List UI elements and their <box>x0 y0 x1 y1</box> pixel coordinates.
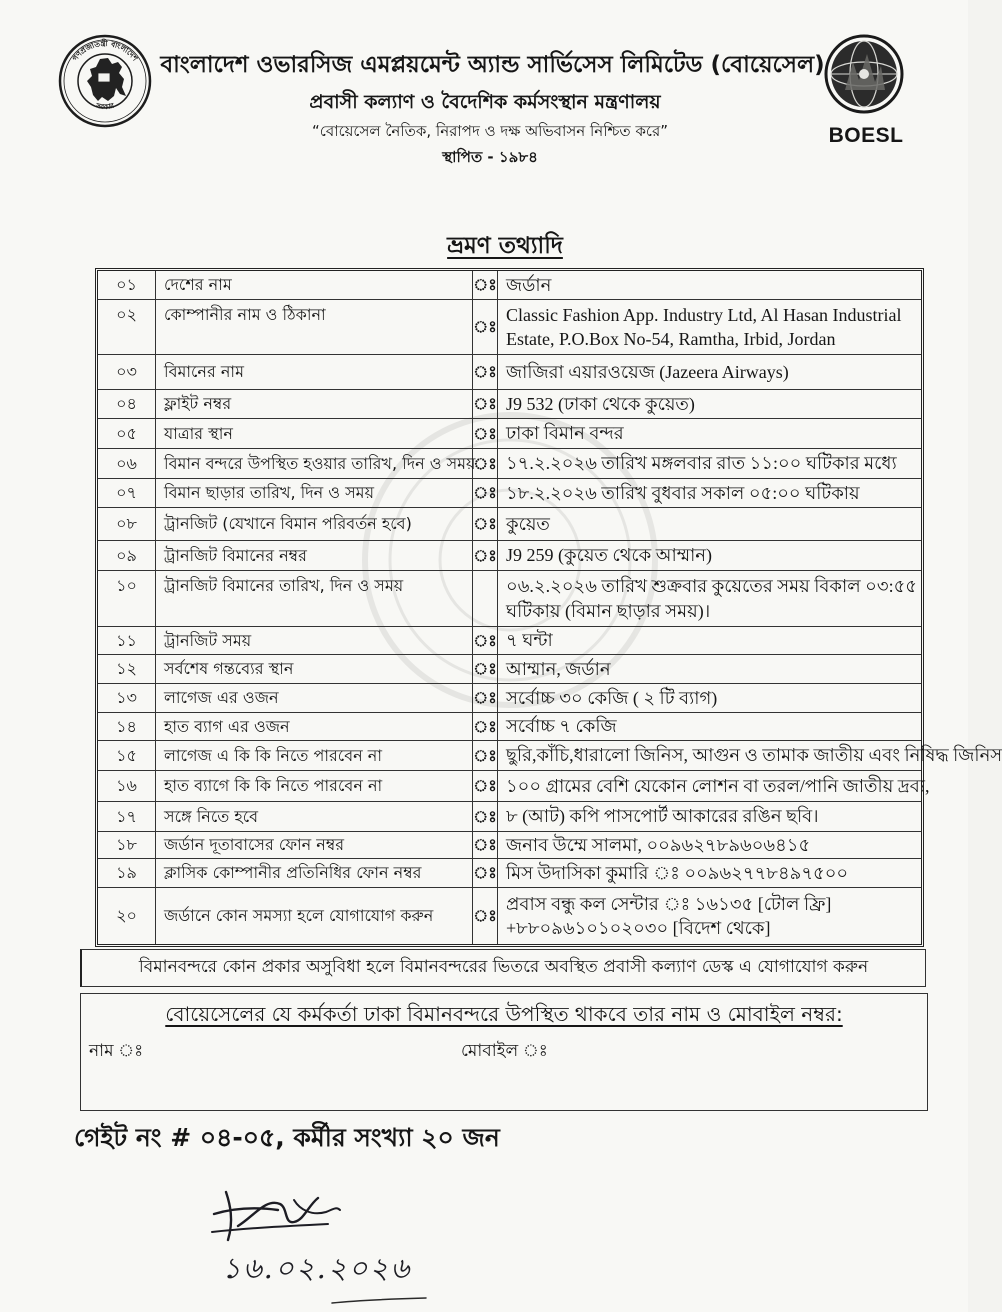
table-row <box>98 271 921 300</box>
table-row <box>98 508 921 541</box>
row-value-line: প্রবাস বন্ধু কল সেন্টার ঃ ১৬১৩৫ [টোল ফ্রি] <box>506 893 832 914</box>
row-label: বিমানের নাম <box>156 355 473 389</box>
table-row <box>98 859 921 888</box>
row-value-line: মিস উদাসিকা কুমারি ঃ ০০৯৬২৭৭৮৪৯৭৫০০ <box>506 862 849 883</box>
colon-separator: ঃ <box>473 449 498 478</box>
table-row <box>98 684 921 713</box>
row-label: হাত ব্যাগে কি কি নিতে পারবেন না <box>156 771 473 801</box>
row-label: সঙ্গে নিতে হবে <box>156 802 473 831</box>
row-value-line: ঢাকা বিমান বন্দর <box>506 423 624 444</box>
row-value-line: Classic Fashion App. Industry Ltd, Al Hasan Industrial <box>506 304 902 325</box>
colon-separator: ঃ <box>473 627 498 654</box>
row-value-line: +৮৮০৯৬১০১০২০৩০ [বিদেশ থেকে] <box>506 918 771 938</box>
table-row <box>98 390 921 419</box>
colon-separator: ঃ <box>473 771 498 801</box>
row-value-line: ১০০ গ্রামের বেশি যেকোন লোশন বা তরল/পানি জাতীয় দ্রব্য, <box>506 775 930 796</box>
row-number: ০৯ <box>98 541 156 570</box>
row-value <box>498 390 921 418</box>
table-row <box>98 479 921 508</box>
row-value <box>498 859 921 887</box>
boesl-logo-text: BOESL <box>828 124 904 147</box>
row-value <box>498 571 921 626</box>
row-number: ০৭ <box>98 479 156 507</box>
row-number: ০৩ <box>98 355 156 389</box>
row-number: ১৬ <box>98 771 156 801</box>
travel-info-table <box>95 268 1002 947</box>
colon-separator <box>473 571 498 626</box>
colon-separator: ঃ <box>473 508 498 540</box>
row-label: দেশের নাম <box>156 271 473 299</box>
airport-help-notice: বিমানবন্দরে কোন প্রকার অসুবিধা হলে বিমানবন্দরের ভিতরে অবস্থিত প্রবাসী কল্যাণ ডেস্ক এ যোগাযোগ করুন <box>80 949 926 987</box>
row-label: কোম্পানীর নাম ও ঠিকানা <box>156 300 473 354</box>
table-row <box>98 355 921 390</box>
row-label: লাগেজ এ কি কি নিতে পারবেন না <box>156 741 473 770</box>
row-number: ১৪ <box>98 713 156 740</box>
ministry-name: প্রবাসী কল্যাণ ও বৈদেশিক কর্মসংস্থান মন্ত্রণালয় <box>309 91 661 113</box>
row-label: ট্রানজিট বিমানের নম্বর <box>156 541 473 570</box>
row-number: ০৪ <box>98 390 156 418</box>
page-title: ভ্রমণ তথ্যাদি <box>447 233 563 259</box>
row-number: ১৮ <box>98 832 156 858</box>
row-number: ২০ <box>98 888 156 944</box>
table-row <box>98 888 921 944</box>
row-label: জর্ডানে কোন সমস্যা হলে যোগাযোগ করুন <box>156 888 473 944</box>
row-value-line: সর্বোচ্চ ৭ কেজি <box>506 716 617 737</box>
table-row <box>98 449 921 479</box>
row-value <box>498 300 921 354</box>
row-value-line: ১৮.২.২০২৬ তারিখ বুধবার সকাল ০৫:০০ ঘটিকায় <box>506 482 860 503</box>
row-value-line: ঘটিকায় (বিমান ছাড়ার সময়)। <box>506 600 711 621</box>
motto: “বোয়েসেল নৈতিক, নিরাপদ ও দক্ষ অভিবাসন নিশ্চিত করে” <box>312 122 668 140</box>
row-value-line: J9 259 (কুয়েত থেকে আম্মান) <box>506 545 713 566</box>
row-number: ১৭ <box>98 802 156 831</box>
row-number: ১৯ <box>98 859 156 887</box>
row-label: সর্বশেষ গন্তব্যের স্থান <box>156 655 473 683</box>
row-value <box>498 449 921 478</box>
colon-separator: ঃ <box>473 479 498 507</box>
row-value <box>498 627 921 654</box>
officer-box-heading-text: বোয়েসেলের যে কর্মকর্তা ঢাকা বিমানবন্দরে উপস্থিত থাকবে তার নাম ও মোবাইল নম্বর: <box>165 1002 843 1026</box>
row-value-line: কুয়েত <box>506 513 550 534</box>
colon-separator: ঃ <box>473 419 498 448</box>
colon-separator: ঃ <box>473 655 498 683</box>
row-label: ট্রানজিট সময় <box>156 627 473 654</box>
row-label: বিমান ছাড়ার তারিখ, দিন ও সময় <box>156 479 473 507</box>
officer-box-heading <box>81 1000 927 1033</box>
seal-top-text: গণপ্রজাতন্ত্রী বাংলাদেশ <box>70 38 140 63</box>
row-number: ০৮ <box>98 508 156 540</box>
seal-bottom-text: সরকার <box>94 101 116 112</box>
row-value-line: জাজিরা এয়ারওয়েজ (Jazeera Airways) <box>506 361 789 382</box>
row-value <box>498 771 930 801</box>
colon-separator: ঃ <box>473 684 498 712</box>
colon-separator: ঃ <box>473 859 498 887</box>
row-value <box>498 741 1002 770</box>
signature-date: ১৬.০২.২০২৬ <box>222 1251 412 1285</box>
row-value-line: জর্ডান <box>506 274 552 295</box>
row-label: ফ্লাইট নম্বর <box>156 390 473 418</box>
row-value-line: সর্বোচ্চ ৩০ কেজি ( ২ টি ব্যাগ) <box>506 687 718 708</box>
row-value <box>498 802 921 831</box>
row-label: হাত ব্যাগ এর ওজন <box>156 713 473 740</box>
row-value <box>498 684 921 712</box>
row-value-line: আম্মান, জর্ডান <box>506 658 611 679</box>
boesl-logo-icon <box>823 32 905 116</box>
row-value <box>498 832 921 858</box>
row-value-line: ৭ ঘন্টা <box>506 630 553 651</box>
row-value <box>498 419 921 448</box>
row-value <box>498 655 921 683</box>
established-year: স্থাপিত - ১৯৮৪ <box>442 148 538 166</box>
handwritten-signature <box>208 1180 348 1246</box>
table-row <box>98 627 921 655</box>
row-value-line: ১৭.২.২০২৬ তারিখ মঙ্গলবার রাত ১১:০০ ঘটিকার মধ্যে <box>506 453 897 474</box>
officer-mobile-label: মোবাইল ঃ <box>461 1041 548 1061</box>
row-number: ০২ <box>98 300 156 354</box>
row-value <box>498 713 921 740</box>
colon-separator: ঃ <box>473 802 498 831</box>
row-label: যাত্রার স্থান <box>156 419 473 448</box>
row-number: ০৫ <box>98 419 156 448</box>
row-number: ১৫ <box>98 741 156 770</box>
colon-separator: ঃ <box>473 741 498 770</box>
government-seal-icon <box>58 33 152 129</box>
row-label: ট্রানজিট বিমানের তারিখ, দিন ও সময় <box>156 571 473 626</box>
row-number: ১০ <box>98 571 156 626</box>
row-value-line: Estate, P.O.Box No-54, Ramtha, Irbid, Jordan <box>506 329 836 349</box>
row-number: ১২ <box>98 655 156 683</box>
colon-separator: ঃ <box>473 541 498 570</box>
row-value-line: জনাব উম্মে সালমা, ০০৯৬২৭৮৯৬০৬৪১৫ <box>506 834 811 855</box>
officer-contact-box <box>80 993 928 1111</box>
table-row <box>98 541 921 571</box>
table-row <box>98 300 921 355</box>
colon-separator: ঃ <box>473 390 498 418</box>
colon-separator: ঃ <box>473 832 498 858</box>
row-label: বিমান বন্দরে উপস্থিত হওয়ার তারিখ, দিন ও সময় <box>156 449 473 478</box>
row-value-line: J9 532 (ঢাকা থেকে কুয়েত) <box>506 393 695 414</box>
row-value-line: ০৬.২.২০২৬ তারিখ শুক্রবার কুয়েতের সময় বিকাল ০৩:৫৫ <box>506 576 917 597</box>
row-label: লাগেজ এর ওজন <box>156 684 473 712</box>
table-row <box>98 771 930 802</box>
row-number: ১৩ <box>98 684 156 712</box>
row-value <box>498 271 921 299</box>
colon-separator: ঃ <box>473 888 498 944</box>
colon-separator: ঃ <box>473 300 498 354</box>
table-row <box>98 802 921 832</box>
table-row <box>98 741 1002 771</box>
row-label: ট্রানজিট (যেখানে বিমান পরিবর্তন হবে) <box>156 508 473 540</box>
officer-name-label: নাম ঃ <box>89 1041 144 1061</box>
row-value <box>498 355 921 389</box>
row-value <box>498 479 921 507</box>
row-value-line: ৮ (আট) কপি পাসপোর্ট আকারের রঙিন ছবি। <box>506 806 819 827</box>
row-label: ক্লাসিক কোম্পানীর প্রতিনিধির ফোন নম্বর <box>156 859 473 887</box>
colon-separator: ঃ <box>473 355 498 389</box>
row-number: ০৬ <box>98 449 156 478</box>
row-number: ০১ <box>98 271 156 299</box>
colon-separator: ঃ <box>473 271 498 299</box>
colon-separator: ঃ <box>473 713 498 740</box>
table-row <box>98 571 921 627</box>
row-label: জর্ডান দূতাবাসের ফোন নম্বর <box>156 832 473 858</box>
table-row <box>98 655 921 684</box>
table-row <box>98 419 921 449</box>
row-value <box>498 888 921 944</box>
table-row <box>98 713 921 741</box>
organization-name: বাংলাদেশ ওভারসিজ এমপ্লয়মেন্ট অ্যান্ড সার্ভিসেস লিমিটেড (বোয়েসেল) <box>160 52 825 78</box>
table-row <box>98 832 921 859</box>
row-value <box>498 508 921 540</box>
pen-stroke <box>330 1296 430 1306</box>
row-value <box>498 541 921 570</box>
row-value-line: ছুরি,কাঁচি,ধারালো জিনিস, আগুন ও তামাক জাতীয় এবং নিষিদ্ধ জিনিস <box>506 745 1002 766</box>
gate-info: গেইট নং # ০৪-০৫, কর্মীর সংখ্যা ২০ জন <box>74 1123 500 1152</box>
row-number: ১১ <box>98 627 156 654</box>
